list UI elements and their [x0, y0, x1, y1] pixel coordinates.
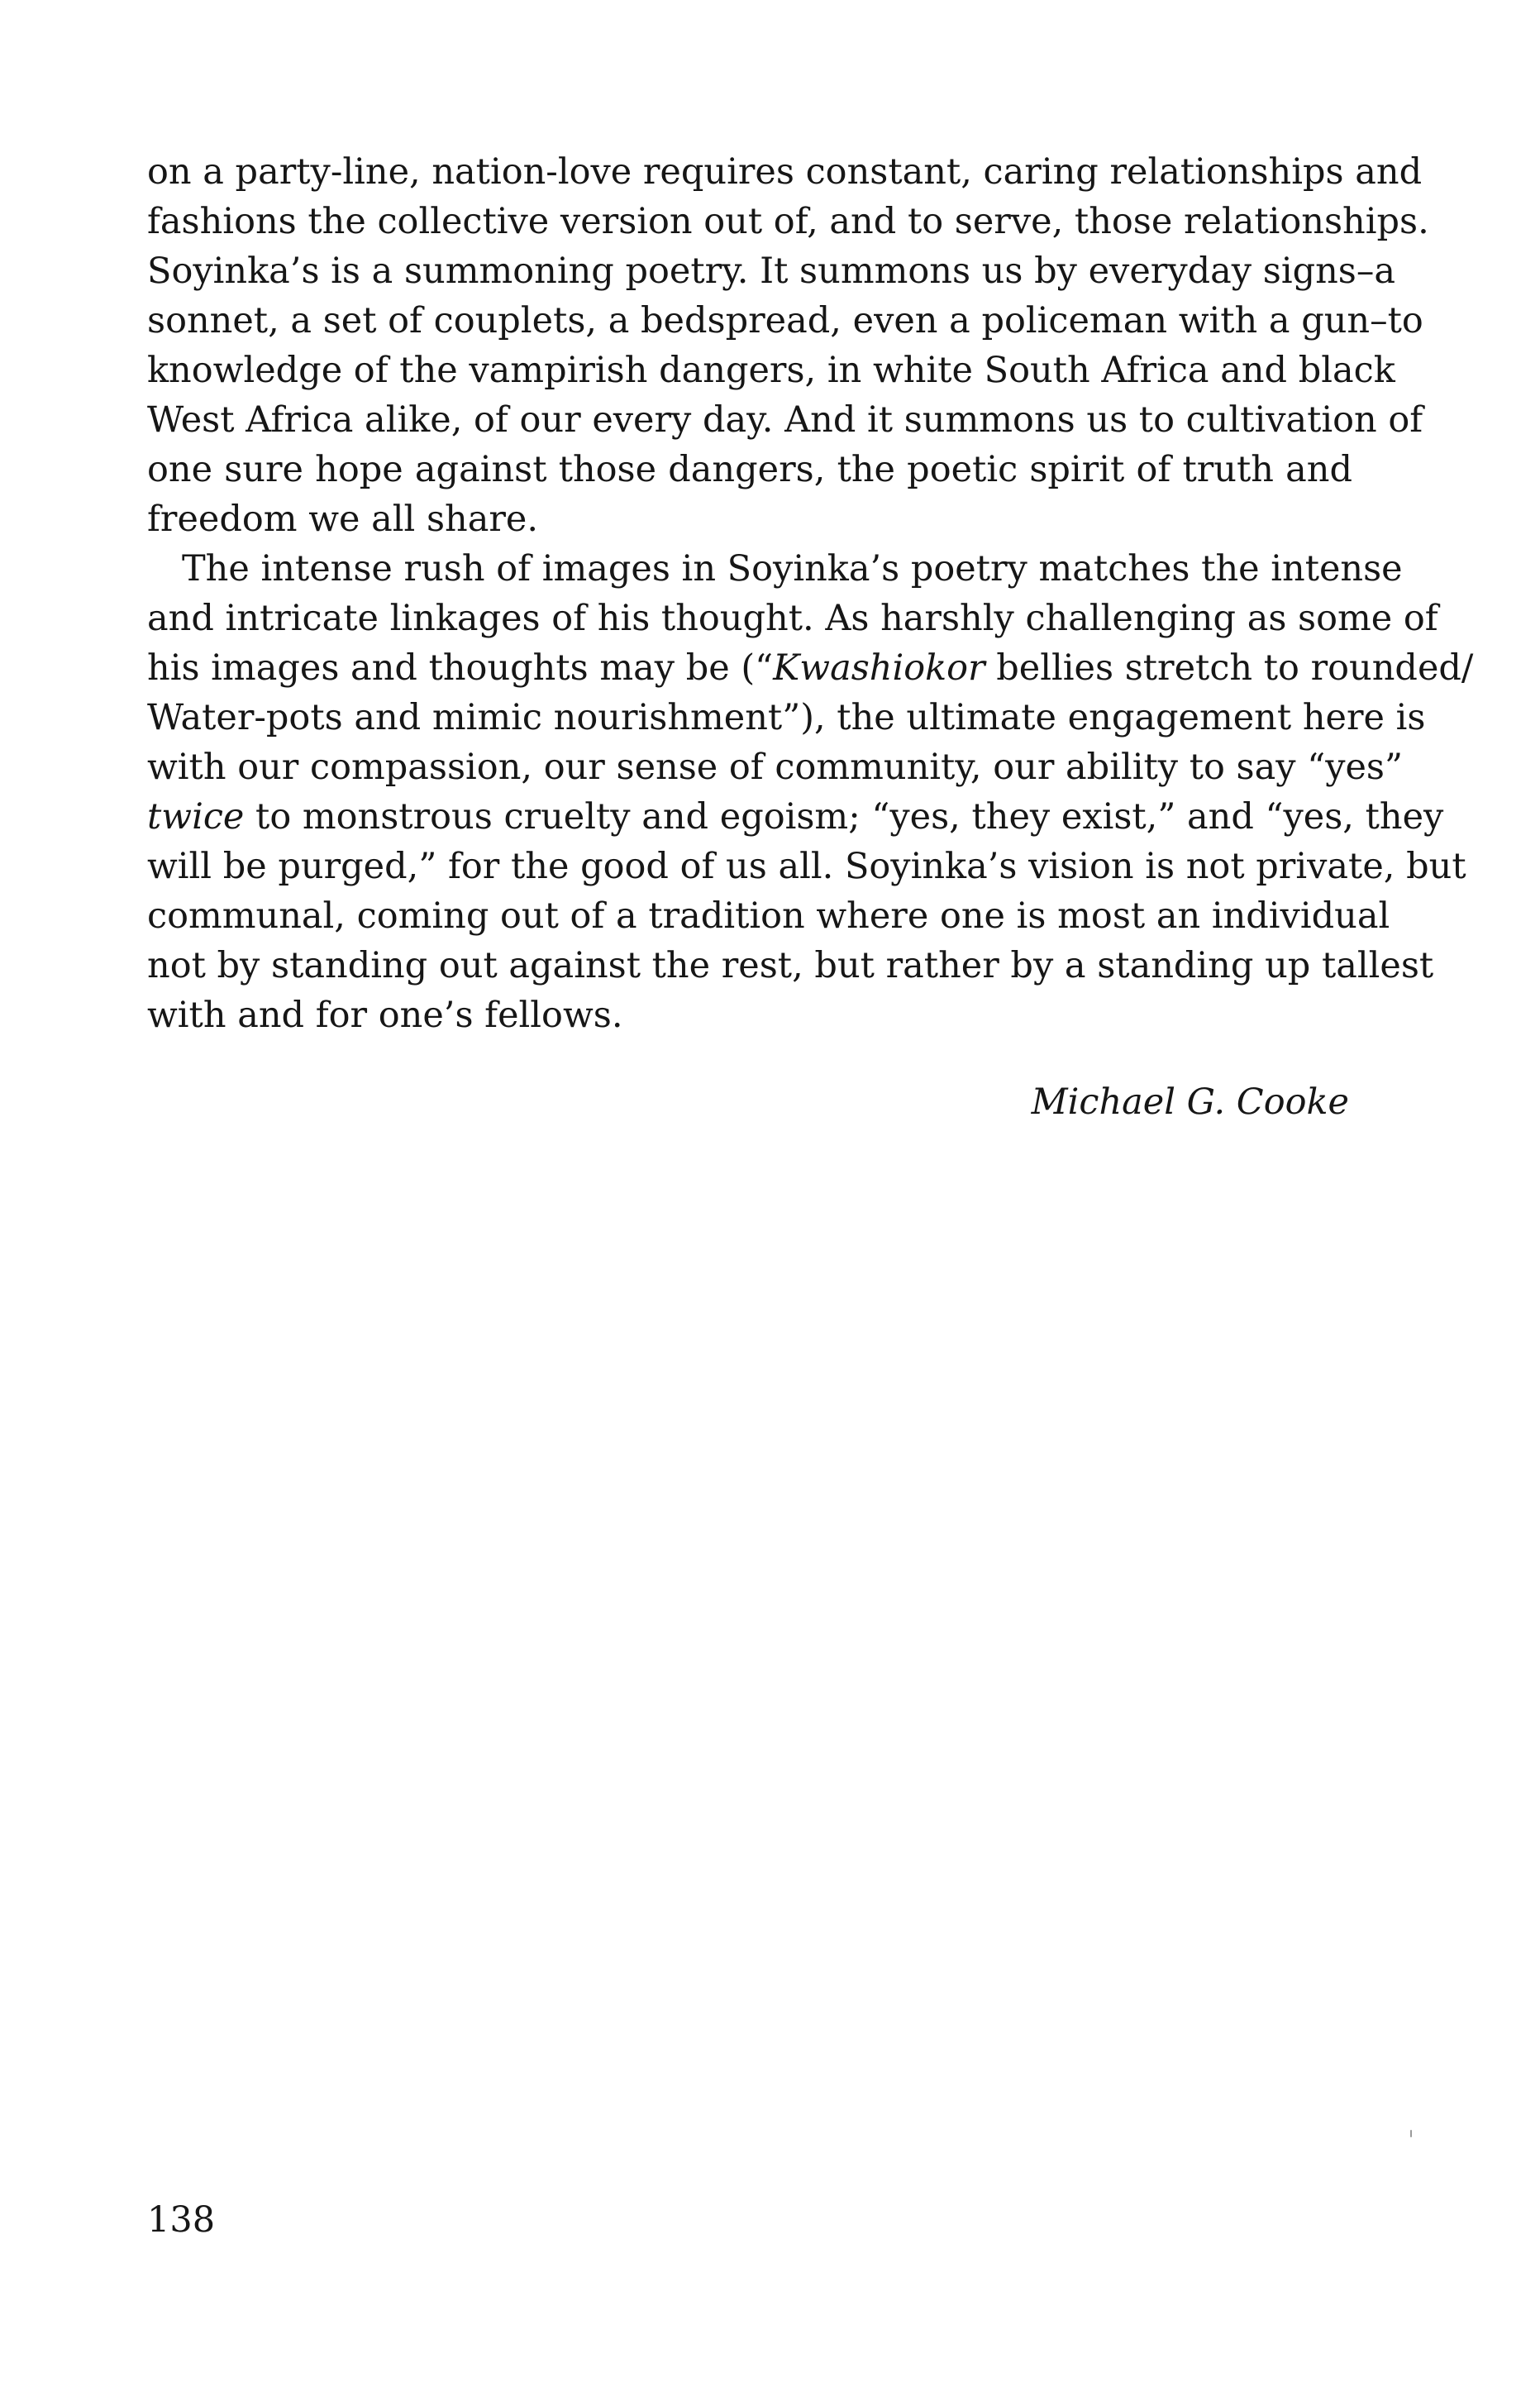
text-line: one sure hope against those dangers, the poetic spirit of truth and	[147, 449, 1352, 490]
text-segment: to monstrous cruelty and egoism; “yes, they exist,” and “yes, they	[244, 796, 1444, 838]
text-line	[147, 792, 1444, 842]
text-segment: bellies stretch to rounded/	[985, 647, 1474, 689]
page-number: 138	[147, 2199, 216, 2241]
text-segment: his images and thoughts may be (“	[147, 647, 774, 689]
text-line: freedom we all share.	[147, 499, 539, 540]
text-line: fashions the collective version out of, and to serve, those relationships.	[147, 201, 1429, 242]
text-line: on a party-line, nation-love requires constant, caring relationships and	[147, 151, 1423, 193]
paragraph-2	[147, 544, 1474, 1040]
paragraph-1	[147, 147, 1429, 544]
italic-term: Kwashiokor	[773, 647, 985, 689]
text-line: Soyinka’s is a summoning poetry. It summons us by everyday signs–a	[147, 251, 1395, 292]
text-line: sonnet, a set of couplets, a bedspread, even a policeman with a gun–to	[147, 300, 1423, 341]
text-line	[147, 643, 1474, 693]
text-line: not by standing out against the rest, but rather by a standing up tallest	[147, 945, 1434, 986]
text-line: will be purged,” for the good of us all. Soyinka’s vision is not private, but	[147, 846, 1466, 887]
text-line: knowledge of the vampirish dangers, in white South Africa and black	[147, 350, 1395, 391]
scan-speck	[1410, 2130, 1412, 2137]
text-line: and intricate linkages of his thought. As harshly challenging as some of	[147, 598, 1438, 639]
text-line: with our compassion, our sense of community, our ability to say “yes”	[147, 747, 1403, 788]
text-line: West Africa alike, of our every day. And it summons us to cultivation of	[147, 399, 1423, 441]
text-line: Water-pots and mimic nourishment”), the ultimate engagement here is	[147, 697, 1426, 738]
italic-term: twice	[147, 796, 245, 838]
text-line: The intense rush of images in Soyinka’s poetry matches the intense	[182, 548, 1403, 590]
author-signature: Michael G. Cooke	[1031, 1081, 1349, 1123]
text-line: communal, coming out of a tradition where one is most an individual	[147, 895, 1390, 937]
text-line: with and for one’s fellows.	[147, 995, 623, 1036]
body-text	[147, 147, 1474, 1040]
